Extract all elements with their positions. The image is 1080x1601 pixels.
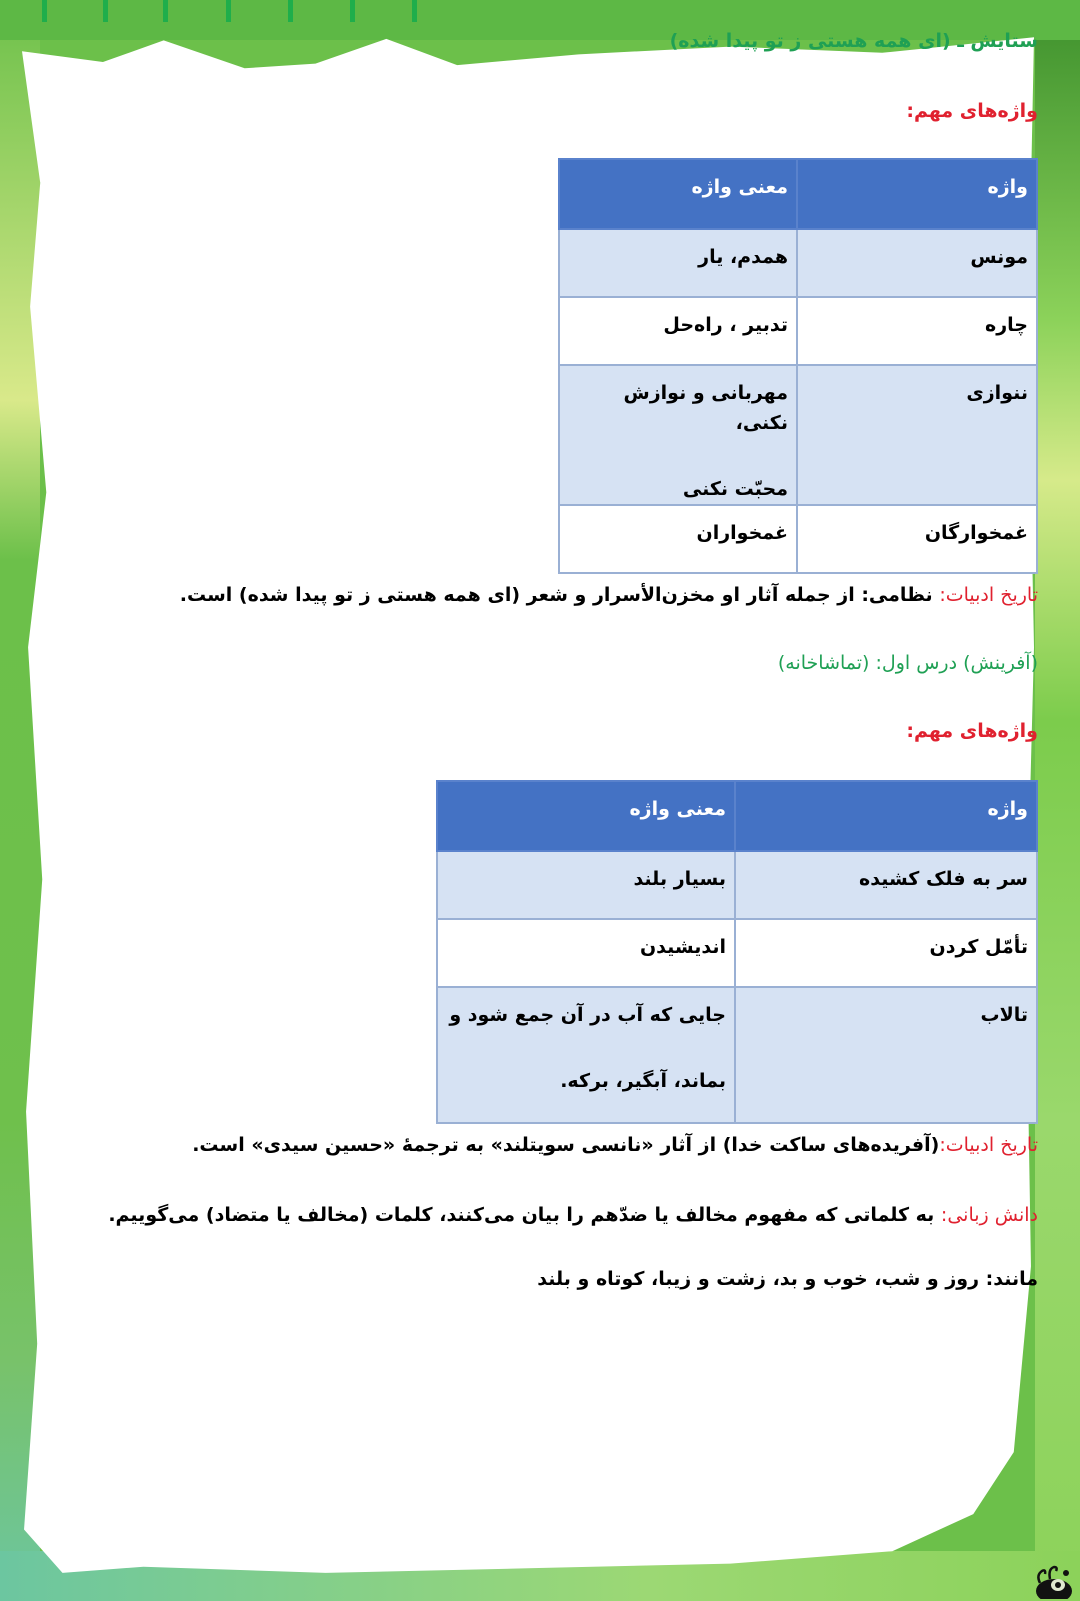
word-cell: تالاب (735, 987, 1037, 1123)
literary-history-label: تاریخ ادبیات: (939, 584, 1038, 606)
section1-vocab-table (558, 158, 1038, 574)
literary-history-text: نظامی: از جمله آثار او مخزن‌الأسرار و شعر (ای همه هستی ز تو پیدا شده) است. (179, 584, 940, 606)
table-header-word: واژه (797, 159, 1037, 229)
language-knowledge (108, 1204, 1038, 1226)
table-row (437, 851, 1037, 919)
section1-vocab-heading: واژه‌های مهم: (906, 100, 1038, 122)
word-cell: تأمّل کردن (735, 919, 1037, 987)
literary-history-label: تاریخ ادبیات: (939, 1134, 1038, 1156)
section1-title: ستایش ـ (ای همه هستی ز تو پیدا شده) (669, 30, 1038, 52)
meaning-cell: غمخواران (559, 505, 797, 573)
word-cell: غمخوارگان (797, 505, 1037, 573)
section2-vocab-heading: واژه‌های مهم: (906, 720, 1038, 742)
word-cell: مونس (797, 229, 1037, 297)
word-cell: چاره (797, 297, 1037, 365)
table-header-word: واژه (735, 781, 1037, 851)
meaning-cell: همدم، یار (559, 229, 797, 297)
word-cell: ننوازی (797, 365, 1037, 505)
section2-title: (آفرینش) درس اول: (تماشاخانه) (777, 652, 1038, 674)
language-knowledge-text: به کلماتی که مفهوم مخالف یا ضدّهم را بیان می‌کنند، کلمات (مخالف یا متضاد) می‌گوییم. (108, 1204, 941, 1226)
table-row (437, 919, 1037, 987)
table-header-meaning: معنی واژه (559, 159, 797, 229)
meaning-cell: اندیشیدن (437, 919, 735, 987)
meaning-cell: جایی که آب در آن جمع شود و بماند، آبگیر، برکه. (437, 987, 735, 1123)
section1-literary-history (180, 584, 1038, 606)
table-row (559, 297, 1037, 365)
table-row (559, 229, 1037, 297)
word-cell: سر به فلک کشیده (735, 851, 1037, 919)
table-header-meaning: معنی واژه (437, 781, 735, 851)
meaning-cell: مهربانی و نوازش نکنی، محبّت نکنی (559, 365, 797, 505)
table-row (437, 987, 1037, 1123)
section2-vocab-table (436, 780, 1038, 1124)
table-row (559, 505, 1037, 573)
antonym-examples: مانند: روز و شب، خوب و بد، زشت و زیبا، کوتاه و بلند (537, 1268, 1038, 1290)
meaning-cell: بسیار بلند (437, 851, 735, 919)
meaning-cell: تدبیر ، راه‌حل (559, 297, 797, 365)
literary-history-text: (آفریده‌های ساکت خدا) از آثار «نانسی سویتلند» به ترجمهٔ «حسین سیدی» است. (192, 1134, 940, 1156)
section2-literary-history (192, 1134, 1038, 1156)
language-knowledge-label: دانش زبانی: (940, 1204, 1038, 1226)
table-row (559, 365, 1037, 505)
